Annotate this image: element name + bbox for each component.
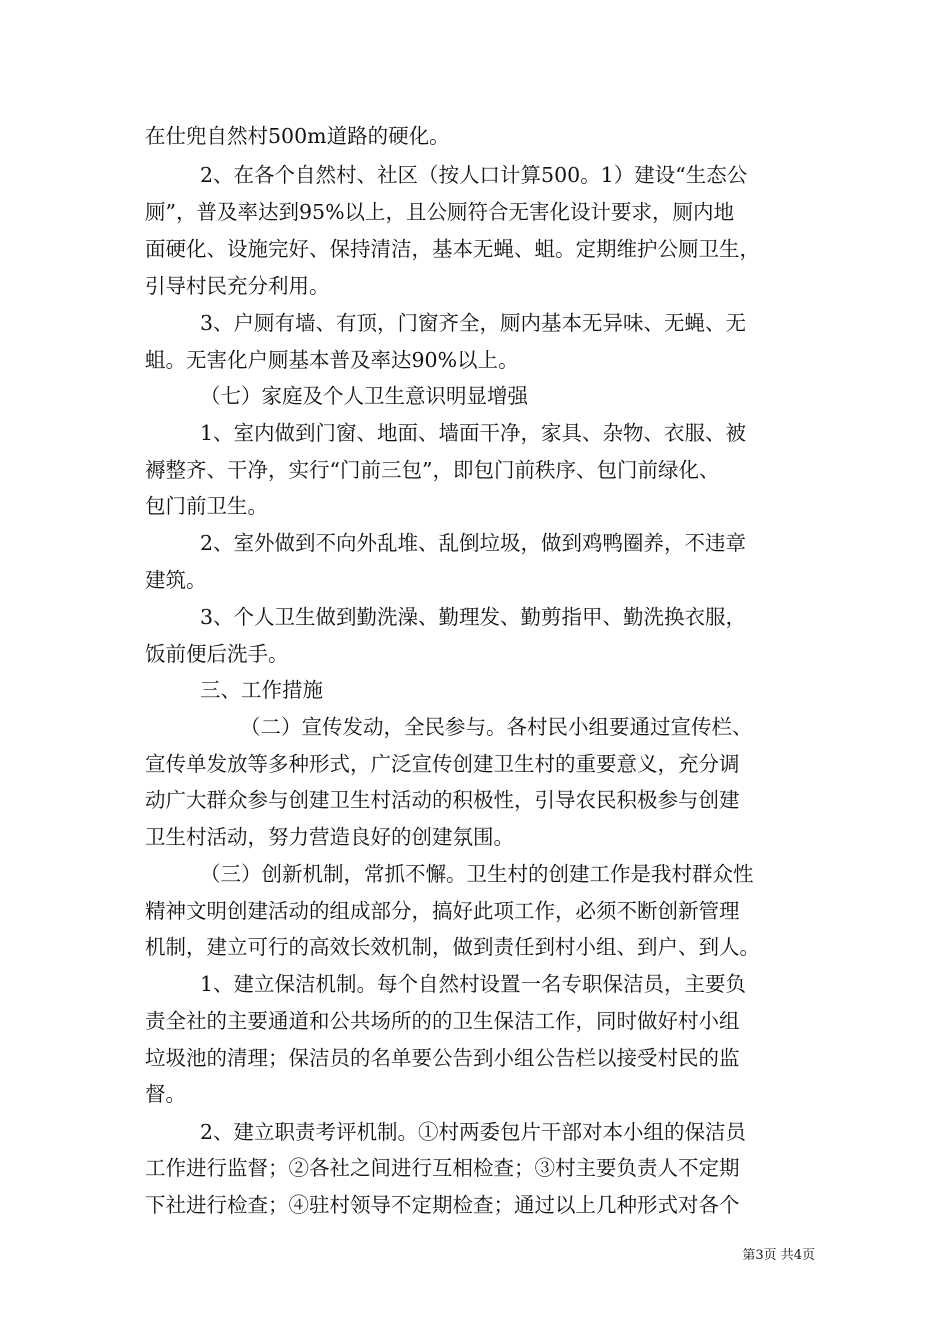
text-line: 1、建立保洁机制。每个自然村设置一名专职保洁员，主要负 (200, 972, 747, 996)
text-line: 动广大群众参与创建卫生村活动的积极性，引导农民积极参与创建 (145, 788, 740, 812)
text-line: 2、建立职责考评机制。①村两委包片干部对本小组的保洁员 (200, 1120, 747, 1144)
text-line: 褥整齐、干净，实行“门前三包”，即包门前秩序、包门前绿化、 (145, 458, 720, 482)
text-line: （二）宣传发动，全民参与。各村民小组要通过宣传栏、 (240, 715, 753, 739)
text-line: 卫生村活动，努力营造良好的创建氛围。 (145, 825, 514, 849)
text-line: 精神文明创建活动的组成部分，搞好此项工作，必须不断创新管理 (145, 899, 740, 923)
text-line: 垃圾池的清理；保洁员的名单要公告到小组公告栏以接受村民的监 (145, 1046, 740, 1070)
section-heading: 三、工作措施 (200, 678, 323, 702)
text-line: 3、户厕有墙、有顶，门窗齐全，厕内基本无异味、无蝇、无 (200, 311, 747, 335)
text-line: 下社进行检查；④驻村领导不定期检查；通过以上几种形式对各个 (145, 1193, 740, 1217)
text-line: 宣传单发放等多种形式，广泛宣传创建卫生村的重要意义，充分调 (145, 752, 740, 776)
section-heading: （七）家庭及个人卫生意识明显增强 (200, 384, 528, 408)
text-line: 3、个人卫生做到勤洗澡、勤理发、勤剪指甲、勤洗换衣服， (200, 605, 747, 629)
text-line: 建筑。 (145, 568, 207, 592)
text-line: 厕”，普及率达到95%以上，且公厕符合无害化设计要求，厕内地 (145, 200, 735, 224)
text-line: 包门前卫生。 (145, 494, 268, 518)
text-line: 引导村民充分利用。 (145, 274, 330, 298)
text-line: 机制，建立可行的高效长效机制，做到责任到村小组、到户、到人。 (145, 935, 760, 959)
text-line: 蛆。无害化户厕基本普及率达90%以上。 (145, 348, 519, 372)
text-line: 2、室外做到不向外乱堆、乱倒垃圾，做到鸡鸭圈养，不违章 (200, 531, 747, 555)
text-line: 工作进行监督；②各社之间进行互相检查；③村主要负责人不定期 (145, 1156, 740, 1180)
text-line: 饭前便后洗手。 (145, 642, 289, 666)
text-line: （三）创新机制，常抓不懈。卫生村的创建工作是我村群众性 (200, 862, 754, 886)
text-line: 2、在各个自然村、社区（按人口计算500。1）建设“生态公 (200, 163, 748, 187)
page-number: 第3页 共4页 (742, 1248, 815, 1263)
text-line: 面硬化、设施完好、保持清洁，基本无蝇、蛆。定期维护公厕卫生， (145, 237, 760, 261)
text-line: 1、室内做到门窗、地面、墙面干净，家具、杂物、衣服、被 (200, 421, 747, 445)
text-line: 在仕兜自然村500m道路的硬化。 (145, 124, 450, 148)
text-line: 责全社的主要通道和公共场所的的卫生保洁工作，同时做好村小组 (145, 1009, 740, 1033)
text-line: 督。 (145, 1082, 186, 1106)
